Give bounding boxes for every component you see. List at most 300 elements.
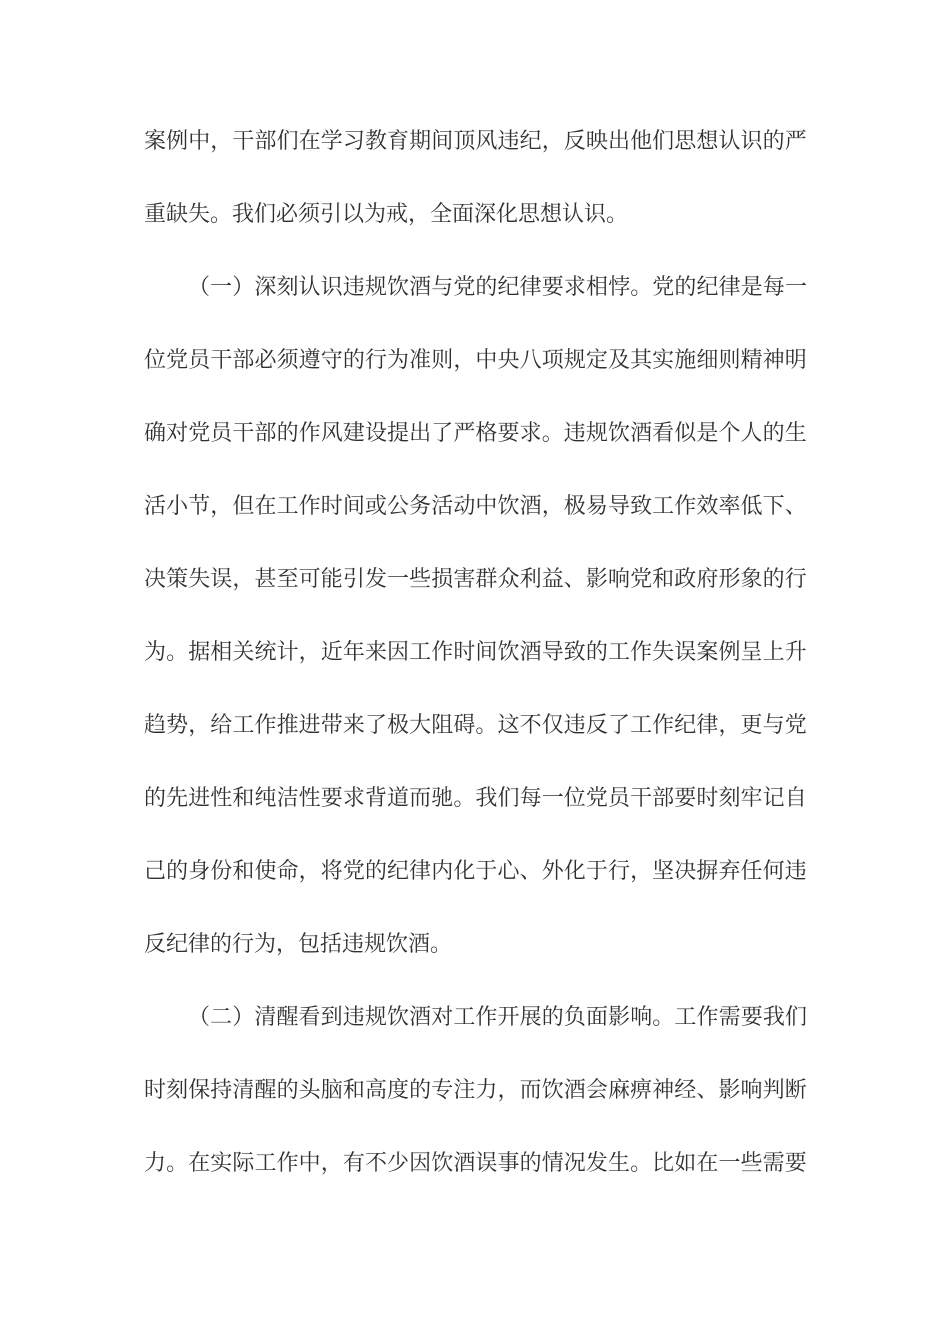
char: 映 [585,128,608,153]
char: ， [541,493,564,518]
char: 而 [519,1077,542,1102]
char: 易 [585,493,608,518]
char: 期 [409,128,432,153]
char: 。 [541,420,564,445]
char: 醒 [276,1004,299,1029]
char: 守 [320,347,343,372]
char: 一 [541,785,564,810]
char: 的 [519,1150,542,1175]
char: 律 [519,274,542,299]
char: 误 [674,639,697,664]
char: 与 [431,274,454,299]
char: 进 [298,712,321,737]
char: 害 [453,566,476,591]
char: 严 [453,420,476,445]
char: 每 [519,785,542,810]
char: ， [453,347,476,372]
paragraph [144,103,807,249]
char: 到 [320,1004,343,1029]
char: 中 [188,128,211,153]
document-body [144,103,807,1198]
char: 违 [563,420,586,445]
char: 损 [431,566,454,591]
char: 酒 [630,420,653,445]
char: 力 [144,1150,167,1175]
char: 高 [364,1077,387,1102]
char: 酒 [519,493,542,518]
char: 作 [276,1150,299,1175]
char: 一 [784,274,807,299]
char: 们 [652,128,675,153]
char: 想 [696,128,719,153]
char: 工 [652,493,675,518]
char: 。 [630,274,653,299]
char: 干 [630,785,653,810]
char: 头 [298,1077,321,1102]
char: 利 [519,566,542,591]
char: ， [188,712,211,737]
text-line [144,979,807,1052]
char: 碍 [453,712,476,737]
char: 纪 [387,858,410,883]
char: 则 [718,347,741,372]
char: 因 [409,1150,432,1175]
char: 致 [563,639,586,664]
char: 背 [364,785,387,810]
char: 是 [740,274,763,299]
char: 员 [607,785,630,810]
char: 动 [453,493,476,518]
char: 员 [188,347,211,372]
char: 度 [387,1077,410,1102]
char: 和 [232,858,255,883]
char: 细 [696,347,719,372]
char: 牢 [740,785,763,810]
char: 时 [320,493,343,518]
char: 酒 [563,1077,586,1102]
char: 来 [364,639,387,664]
char: 些 [740,1150,763,1175]
char: 误 [210,566,233,591]
char: 给 [210,712,233,737]
char: 们 [497,785,520,810]
char: ， [298,858,321,883]
char: 化 [453,858,476,883]
char: 识 [740,128,763,153]
char: 有 [342,1150,365,1175]
char: 痹 [630,1077,653,1102]
char: 。 [166,639,189,664]
char: 坚 [652,858,675,883]
char: 的 [674,274,697,299]
char: 驰 [431,785,454,810]
char: ， [541,128,564,153]
char: 引 [342,566,365,591]
char: 低 [740,493,763,518]
char: 在 [254,493,277,518]
char: 小 [166,493,189,518]
char: 违 [342,274,365,299]
char: 脑 [320,1077,343,1102]
char: 悖 [608,274,631,299]
char: 我 [475,785,498,810]
char: 位 [144,347,167,372]
text-line [144,1052,807,1125]
char: 导 [541,639,564,664]
char: 不 [519,712,542,737]
char: 酒 [519,639,542,664]
char: ， [210,493,233,518]
char: 党 [166,347,189,372]
char: 习 [342,128,365,153]
char: 行 [607,858,630,883]
char: 工 [674,1004,697,1029]
char: 刻 [718,785,741,810]
char: 深 [254,274,277,299]
char: 刻 [276,274,299,299]
text-line [144,541,807,614]
char: 呈 [740,639,763,664]
char: 违 [784,858,807,883]
char: 作 [674,493,697,518]
char: 一 [718,1150,741,1175]
char: 外 [541,858,564,883]
char: 则 [431,347,454,372]
text-line [144,687,807,760]
char: 明 [784,347,807,372]
char: 时 [453,639,476,664]
char: 行 [784,566,807,591]
char: 要 [320,785,343,810]
char: 但 [232,493,255,518]
char: 定 [585,347,608,372]
char: 经 [674,1077,697,1102]
char: 洁 [276,785,299,810]
paragraph [144,979,807,1198]
char: 的 [276,420,299,445]
char: 的 [166,858,189,883]
char: 作 [652,712,675,737]
char: 工 [232,712,255,737]
char: 工 [630,712,653,737]
char: 率 [718,493,741,518]
char: 务 [409,493,432,518]
char: 生 [784,420,807,445]
char: 决 [674,858,697,883]
char: 专 [431,1077,454,1102]
char: 的 [585,639,608,664]
char: 出 [409,420,432,445]
char: 判 [762,1077,785,1102]
char: 饮 [607,420,630,445]
char: 部 [254,420,277,445]
char: 、 [784,493,807,518]
char: 化 [563,858,586,883]
char: 律 [718,274,741,299]
char: 比 [652,1150,675,1175]
char: 纪 [497,274,520,299]
char: 身 [188,858,211,883]
char: 酒 [453,1150,476,1175]
char: 饮 [497,639,520,664]
char: 活 [144,493,167,518]
char: 的 [409,1077,432,1102]
char: 统 [254,639,277,664]
char: 需 [762,1150,785,1175]
char: ， [210,128,233,153]
char: 纪 [696,274,719,299]
char: 党 [188,420,211,445]
char: （ [188,274,211,299]
char: 心 [497,858,520,883]
char: 府 [696,566,719,591]
char: 的 [342,347,365,372]
char: 形 [718,566,741,591]
char: 断 [784,1077,807,1102]
char: 教 [364,128,387,153]
char: 力 [475,1077,498,1102]
char: 党 [342,858,365,883]
char: 纪 [674,712,697,737]
char: 思 [674,128,697,153]
char: 和 [652,566,675,591]
char: 醒 [254,1077,277,1102]
char: 工 [453,1004,476,1029]
char: 的 [364,858,387,883]
char: 央 [497,347,520,372]
char: 份 [210,858,233,883]
char: 和 [342,1077,365,1102]
char: 需 [718,1004,741,1029]
text-line [144,760,807,833]
char: 。 [475,712,498,737]
char: 年 [342,639,365,664]
char: 策 [166,566,189,591]
char: 的 [276,1077,299,1102]
char: 失 [188,566,211,591]
char: 情 [541,1150,564,1175]
char: 际 [232,1150,255,1175]
char: ， [232,566,255,591]
char: 保 [188,1077,211,1102]
char: 关 [232,639,255,664]
char: 任 [740,858,763,883]
char: 部 [254,128,277,153]
char: 于 [585,858,608,883]
char: （ [188,1004,211,1029]
char: 极 [387,712,410,737]
char: ） [232,274,255,299]
char: 。 [453,785,476,810]
char: 中 [475,493,498,518]
char: 人 [740,420,763,445]
char: 刻 [166,1077,189,1102]
char: 、 [563,566,586,591]
char: 看 [298,1004,321,1029]
char: 性 [298,785,321,810]
char: 一 [210,274,233,299]
char: 可 [298,566,321,591]
char: 、 [696,1077,719,1102]
char: 作 [298,493,321,518]
char: 象 [740,566,763,591]
char: 行 [364,347,387,372]
char: 影 [718,1077,741,1102]
char: 的 [475,274,498,299]
char: 反 [585,712,608,737]
char: 会 [585,1077,608,1102]
char: 工 [607,639,630,664]
text-line [144,1125,807,1198]
char: 甚 [254,566,277,591]
char: ， [630,858,653,883]
char: 律 [696,712,719,737]
char: 中 [475,347,498,372]
char: 势 [166,712,189,737]
char: 的 [762,128,785,153]
char: 纪 [519,128,542,153]
char: ， [298,639,321,664]
char: 间 [431,128,454,153]
char: 这 [497,712,520,737]
char: 清 [232,1077,255,1102]
char: 学 [320,128,343,153]
char: 部 [232,347,255,372]
char: 干 [210,347,233,372]
char: 效 [696,493,719,518]
char: 节 [188,493,211,518]
char: ， [497,1077,520,1102]
char: 因 [387,639,410,664]
char: 求 [342,785,365,810]
char: 来 [342,712,365,737]
char: 规 [585,420,608,445]
char: 实 [652,347,675,372]
char: 生 [607,1150,630,1175]
char: 了 [607,712,630,737]
char: 为 [144,639,167,664]
char: 清 [254,1004,277,1029]
char: 。 [652,1004,675,1029]
char: 作 [298,420,321,445]
char: 作 [630,639,653,664]
char: 记 [762,785,785,810]
char: 仅 [541,712,564,737]
char: 干 [232,420,255,445]
char: 负 [563,1004,586,1029]
paragraph [144,249,807,979]
char: 饮 [386,274,409,299]
char: 饮 [386,1004,409,1029]
char: 工 [409,639,432,664]
char: 要 [784,1150,807,1175]
char: 上 [762,639,785,664]
char: 性 [210,785,233,810]
char: 面 [585,1004,608,1029]
char: 党 [784,712,807,737]
char: 风 [475,128,498,153]
char: 例 [166,128,189,153]
char: 计 [276,639,299,664]
char: 中 [298,1150,321,1175]
char: 项 [541,347,564,372]
char: 、 [519,858,542,883]
char: 识 [320,274,343,299]
char: 而 [409,785,432,810]
char: 们 [784,1004,807,1029]
char: 益 [541,566,564,591]
char: 部 [652,785,675,810]
char: 律 [409,858,432,883]
char: 作 [696,1004,719,1029]
char: 失 [652,639,675,664]
char: 开 [497,1004,520,1029]
char: 党 [453,274,476,299]
text-line [144,322,807,395]
char: 精 [740,347,763,372]
char: 案 [696,639,719,664]
char: 注 [453,1077,476,1102]
char: 严 [784,128,807,153]
char: 推 [276,712,299,737]
char: 个 [718,420,741,445]
char: 及 [607,347,630,372]
char: 是 [696,420,719,445]
char: 饮 [541,1077,564,1102]
char: 群 [475,566,498,591]
text-line [144,833,807,906]
char: 阻 [431,712,454,737]
char: 误 [475,1150,498,1175]
char: 了 [431,420,454,445]
char: 遵 [298,347,321,372]
char: 发 [585,1150,608,1175]
char: 看 [652,420,675,445]
char: 对 [166,420,189,445]
char: 须 [276,347,299,372]
char: 少 [387,1150,410,1175]
char: 大 [409,712,432,737]
char: 他 [630,128,653,153]
char: 一 [387,566,410,591]
char: 出 [607,128,630,153]
char: 每 [762,274,785,299]
char: ） [232,1004,255,1029]
char: 提 [387,420,410,445]
char: 风 [320,420,343,445]
char: 规 [364,274,387,299]
char: 在 [298,128,321,153]
char: 政 [674,566,697,591]
text-line: 重缺失。我们必须引以为戒，全面深化思想认识。 [144,201,629,226]
char: 违 [342,1004,365,1029]
char: 准 [409,347,432,372]
char: 导 [607,493,630,518]
char: 在 [696,1150,719,1175]
char: 或 [364,493,387,518]
char: 必 [254,347,277,372]
char: 响 [630,1004,653,1029]
char: 神 [762,347,785,372]
char: 间 [342,493,365,518]
char: 极 [563,493,586,518]
char: 况 [563,1150,586,1175]
char: 如 [674,1150,697,1175]
char: 时 [144,1077,167,1102]
char: 使 [254,858,277,883]
char: 酒 [409,274,432,299]
char: 下 [762,493,785,518]
